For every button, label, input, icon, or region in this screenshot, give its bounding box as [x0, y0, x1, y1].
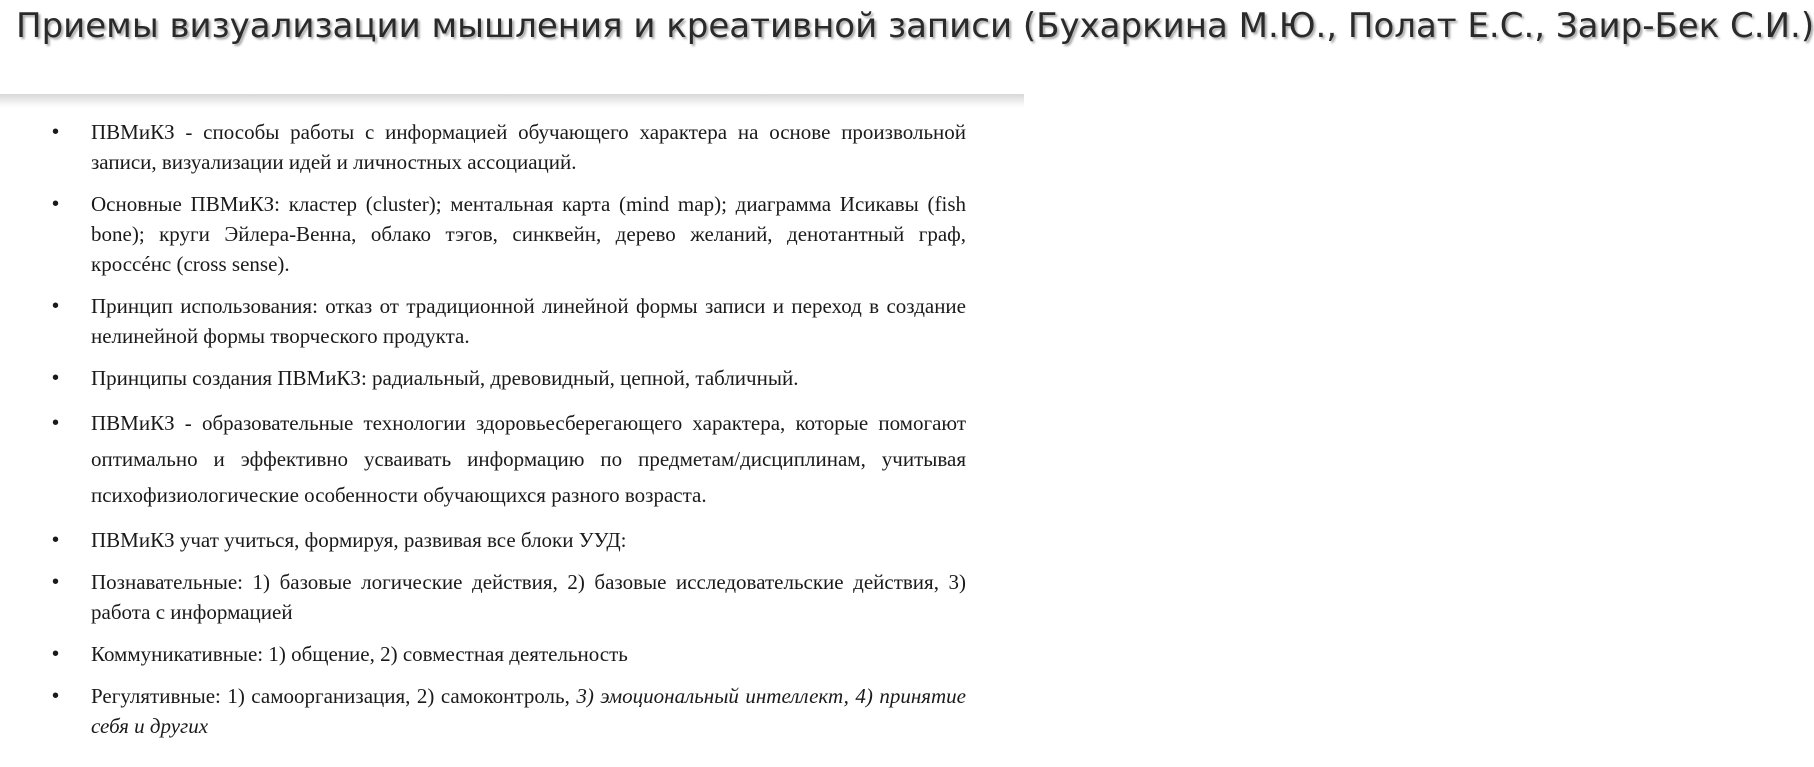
- bullet-list: [0, 117, 1024, 753]
- bullet-item-usage-principle: [0, 291, 1024, 351]
- bullet-marker: •: [52, 571, 60, 593]
- bullet-item-creation-principles: [0, 363, 1024, 393]
- bullet-text-italic: 3) эмоциональный интеллект, 4) принятие себя и других: [91, 684, 966, 738]
- bullet-marker: •: [52, 685, 60, 707]
- bullet-marker: •: [52, 295, 60, 317]
- bullet-text: Познавательные: 1) базовые логические действия, 2) базовые исследовательские действия, 3) работа с информацией: [91, 570, 966, 624]
- bullet-marker: •: [52, 412, 60, 434]
- bullet-marker: •: [52, 529, 60, 551]
- bullet-marker: •: [52, 193, 60, 215]
- slide-header: [0, 0, 1814, 94]
- header-divider: [0, 94, 1024, 108]
- bullet-item-uud: [0, 525, 1024, 555]
- bullet-text: Основные ПВМиКЗ: кластер (cluster); ментальная карта (mind map); диаграмма Исикавы (fish bone); круги Эйлера-Венна, облако тэгов, синквейн, дерево желаний, денотантный граф, кроссéнс (cross sense).: [91, 192, 966, 276]
- bullet-text: Принцип использования: отказ от традиционной линейной формы записи и переход в создание нелинейной формы творческого продукта.: [91, 294, 966, 348]
- bullet-text: Коммуникативные: 1) общение, 2) совместная деятельность: [91, 642, 628, 666]
- bullet-item-regulatory: [0, 681, 1024, 741]
- bullet-marker: •: [52, 643, 60, 665]
- bullet-item-cognitive: [0, 567, 1024, 627]
- bullet-marker: •: [52, 121, 60, 143]
- bullet-text: ПВМиКЗ - способы работы с информацией обучающего характера на основе произвольной записи, визуализации идей и личностных ассоциаций.: [91, 120, 966, 174]
- bullet-text: ПВМиКЗ - образовательные технологии здоровьесберегающего характера, которые помогают оптимально и эффективно усваивать информацию по предметам/дисциплинам, учитывая психофизиологические особенности обучающихся разного возраста.: [91, 411, 966, 507]
- bullet-item-communicative: [0, 639, 1024, 669]
- bullet-text: ПВМиКЗ учат учиться, формируя, развивая все блоки УУД:: [91, 528, 627, 552]
- bullet-item-definition: [0, 117, 1024, 177]
- bullet-item-main-techniques: [0, 189, 1024, 279]
- bullet-marker: •: [52, 367, 60, 389]
- bullet-text: Регулятивные: 1) самоорганизация, 2) самоконтроль,: [91, 684, 577, 708]
- bullet-text: Принципы создания ПВМиКЗ: радиальный, древовидный, цепной, табличный.: [91, 366, 799, 390]
- slide-title: Приемы визуализации мышления и креативной записи (Бухаркина М.Ю., Полат Е.С., Заир-Бек С.И.): [16, 6, 1814, 46]
- bullet-item-health-technologies: [0, 405, 1024, 513]
